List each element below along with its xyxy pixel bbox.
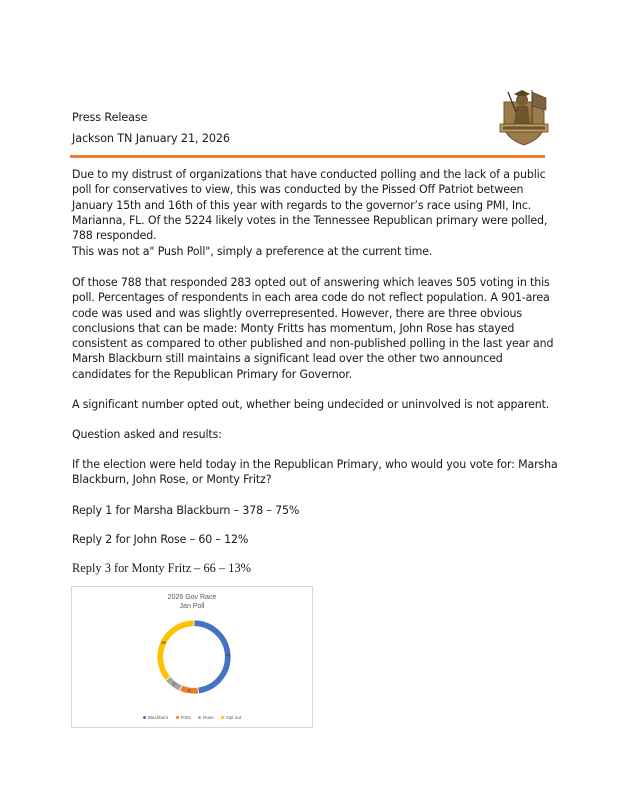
poll-donut-chart: [71, 586, 313, 728]
opt-out-note: A significant number opted out, whether being undecided or uninvolved is not apparent.: [72, 398, 550, 411]
push-poll-note: This was not a" Push Poll", simply a preference at the current time.: [72, 245, 433, 258]
legend-swatch-icon: [176, 716, 179, 719]
chart-title-line-2: Jan Poll: [179, 603, 205, 610]
legend-item-rose: Rose: [198, 715, 214, 720]
reply-2-result: Reply 2 for John Rose – 60 – 12%: [72, 533, 249, 546]
donut-data-label: 8: [188, 687, 191, 693]
analysis-paragraph: Of those 788 that responded 283 opted out of answering which leaves 505 voting in this poll. Percentages of respondents in each area code do not reflect population. A 901-area code was used and was slightly overrepresented. However, there are three obvious conclusions that can be made: Monty Fritts has momentum, John Rose has stayed consistent as compared to other published and non-published polling in the last year and Marsh Blackburn still maintains a significant lead over the other two announced candidates for the Republican Primary for Governor.: [72, 276, 554, 381]
legend-item-blackburn: Blackburn: [143, 715, 168, 720]
legend-swatch-icon: [221, 716, 224, 719]
poll-question: If the election were held today in the Republican Primary, who would you vote for: Marsha Blackburn, John Rose, or Monty Fritz?: [72, 458, 558, 487]
question-heading: Question asked and results:: [72, 428, 222, 441]
donut-graphic: [156, 619, 232, 695]
reply-3-result: Reply 3 for Monty Fritz – 66 – 13%: [72, 561, 251, 575]
chart-title-line-1: 2026 Gov Race: [167, 594, 217, 601]
header-divider: [70, 155, 545, 158]
press-release-label: Press Release: [72, 111, 148, 124]
legend-swatch-icon: [143, 716, 146, 719]
donut-data-label: 36: [160, 640, 166, 646]
reply-1-result: Reply 1 for Marsha Blackburn – 378 – 75%: [72, 504, 300, 517]
legend-item-opt-out: Opt out: [221, 715, 241, 720]
legend-item-fritts: Fritts: [176, 715, 191, 720]
patriot-logo-icon: [496, 88, 552, 146]
donut-data-label: 48: [225, 652, 231, 658]
dateline: Jackson TN January 21, 2026: [72, 132, 230, 145]
intro-paragraph: Due to my distrust of organizations that have conducted polling and the lack of a public poll for conservatives to view, this was conducted by the Pissed Off Patriot between January 15th and 16th of this year with regards to the governor’s race using PMI, Inc. Marianna, FL. Of the 5224 likely votes in the Tennessee Republican primary were polled, 788 responded.: [72, 168, 548, 243]
legend-swatch-icon: [198, 716, 201, 719]
chart-legend: [72, 715, 312, 720]
donut-data-label: 8: [172, 681, 176, 687]
donut-segment-opt-out: [157, 620, 194, 681]
